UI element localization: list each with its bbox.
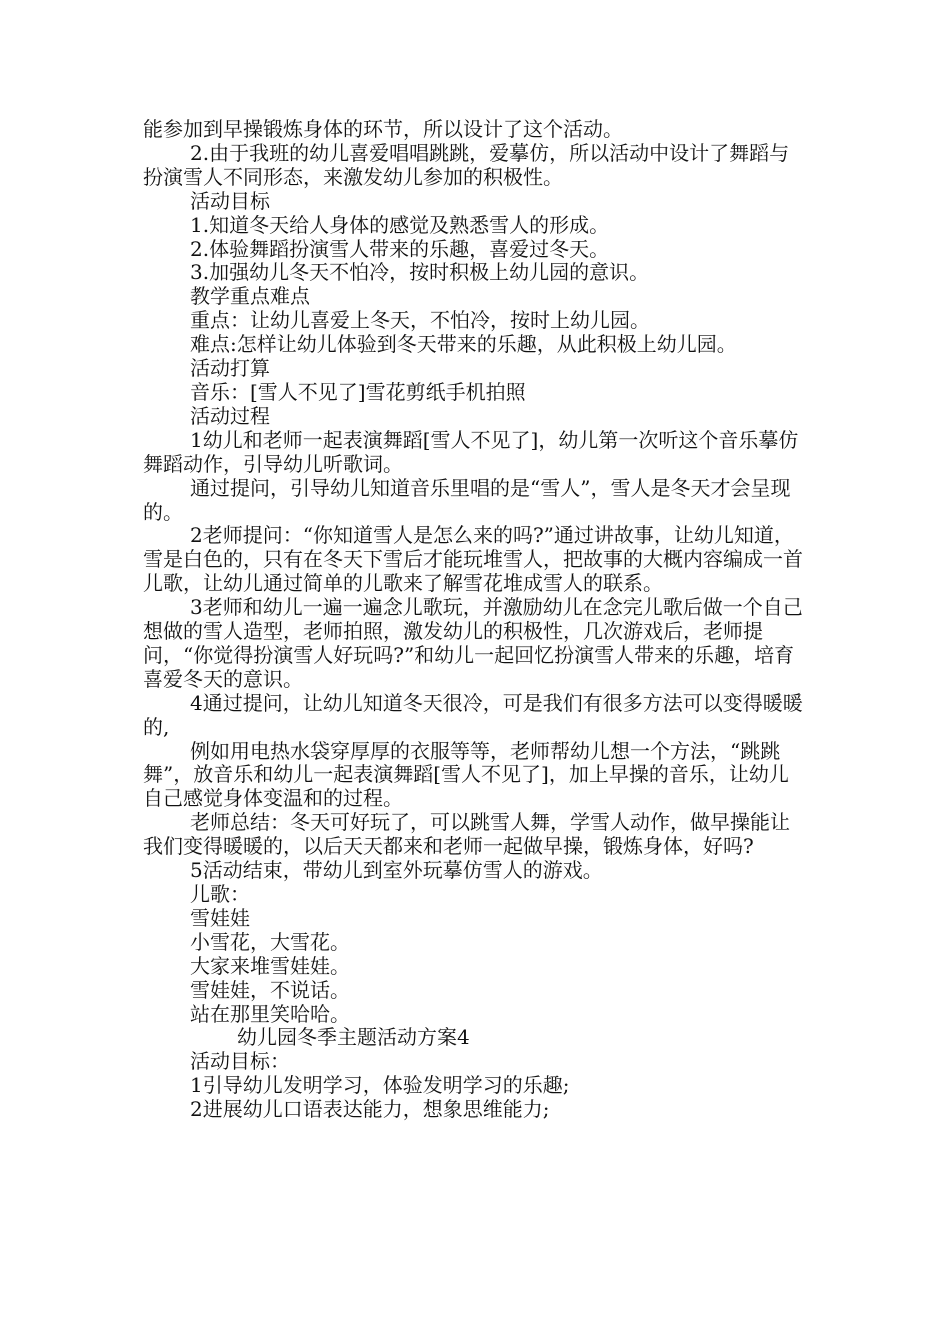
list-item: 2.体验舞蹈扮演雪人带来的乐趣，喜爱过冬天。 [190, 236, 610, 261]
list-item: 2进展幼儿口语表达能力，想象思维能力; [190, 1097, 550, 1122]
poem-line: 大家来堆雪娃娃。 [190, 953, 350, 978]
paragraph: 通过提问，引导幼儿知道音乐里唱的是“雪人”，雪人是冬天才会呈现的。 [143, 475, 791, 524]
section-heading: 活动目标 [190, 188, 270, 213]
section-heading: 活动目标： [190, 1049, 290, 1074]
paragraph: 音乐：[雪人不见了]雪花剪纸手机拍照 [190, 379, 526, 404]
list-item: 3.加强幼儿冬天不怕冷，按时积极上幼儿园的意识。 [190, 260, 650, 285]
paragraph: 能参加到早操锻炼身体的环节，所以设计了这个活动。 [143, 117, 623, 141]
paragraph: 1幼儿和老师一起表演舞蹈[雪人不见了]，幼儿第一次听这个音乐摹仿舞蹈动作，引导幼儿听歌词。 [143, 427, 799, 476]
list-item: 1引导幼儿发明学习，体验发明学习的乐趣; [190, 1073, 570, 1098]
poem-line: 雪娃娃，不说话。 [190, 977, 350, 1002]
paragraph: 2老师提问：“你知道雪人是怎么来的吗?”通过讲故事，让幼儿知道，雪是白色的，只有在冬天下雪后才能玩堆雪人，把故事的大概内容编成一首儿歌，让幼儿通过简单的儿歌来了解雪花堆成雪人的联系。 [143, 523, 803, 596]
document-body [143, 118, 808, 1122]
paragraph: 难点:怎样让幼儿体验到冬天带来的乐趣，从此积极上幼儿园。 [190, 332, 737, 357]
paragraph: 重点：让幼儿喜爱上冬天，不怕冷，按时上幼儿园。 [190, 308, 650, 333]
paragraph: 例如用电热水袋穿厚厚的衣服等等，老师帮幼儿想一个方法，“跳跳舞”，放音乐和幼儿一起表演舞蹈[雪人不见了]，加上早操的音乐，让幼儿自己感觉身体变温和的过程。 [143, 738, 789, 811]
paragraph: 老师总结：冬天可好玩了，可以跳雪人舞，学雪人动作，做早操能让我们变得暖暖的，以后天天都来和老师一起做早操，锻炼身体，好吗? [143, 810, 790, 859]
paragraph: 3老师和幼儿一遍一遍念儿歌玩，并激励幼儿在念完儿歌后做一个自己想做的雪人造型，老师拍照，激发幼儿的积极性，几次游戏后，老师提问，“你觉得扮演雪人好玩吗?”和幼儿一起回忆扮演雪人带来的乐趣，培育喜爱冬天的意识。 [143, 595, 803, 691]
poem-line: 小雪花，大雪花。 [190, 929, 350, 954]
section-heading: 活动过程 [190, 403, 270, 428]
paragraph: 2.由于我班的幼儿喜爱唱唱跳跳，爱摹仿，所以活动中设计了舞蹈与扮演雪人不同形态，来激发幼儿参加的积极性。 [143, 140, 790, 189]
list-item: 1.知道冬天给人身体的感觉及熟悉雪人的形成。 [190, 212, 610, 237]
poem-line: 站在那里笑哈哈。 [190, 1001, 350, 1026]
section-heading: 教学重点难点 [190, 284, 310, 309]
poem-title: 雪娃娃 [190, 905, 250, 930]
section-heading: 儿歌： [190, 882, 250, 906]
document-section-title: 幼儿园冬季主题活动方案4 [237, 1025, 470, 1050]
paragraph: 5活动结束，带幼儿到室外玩摹仿雪人的游戏。 [190, 858, 603, 883]
paragraph: 4通过提问，让幼儿知道冬天很冷，可是我们有很多方法可以变得暖暖的, [143, 690, 803, 739]
section-heading: 活动打算 [190, 356, 270, 381]
